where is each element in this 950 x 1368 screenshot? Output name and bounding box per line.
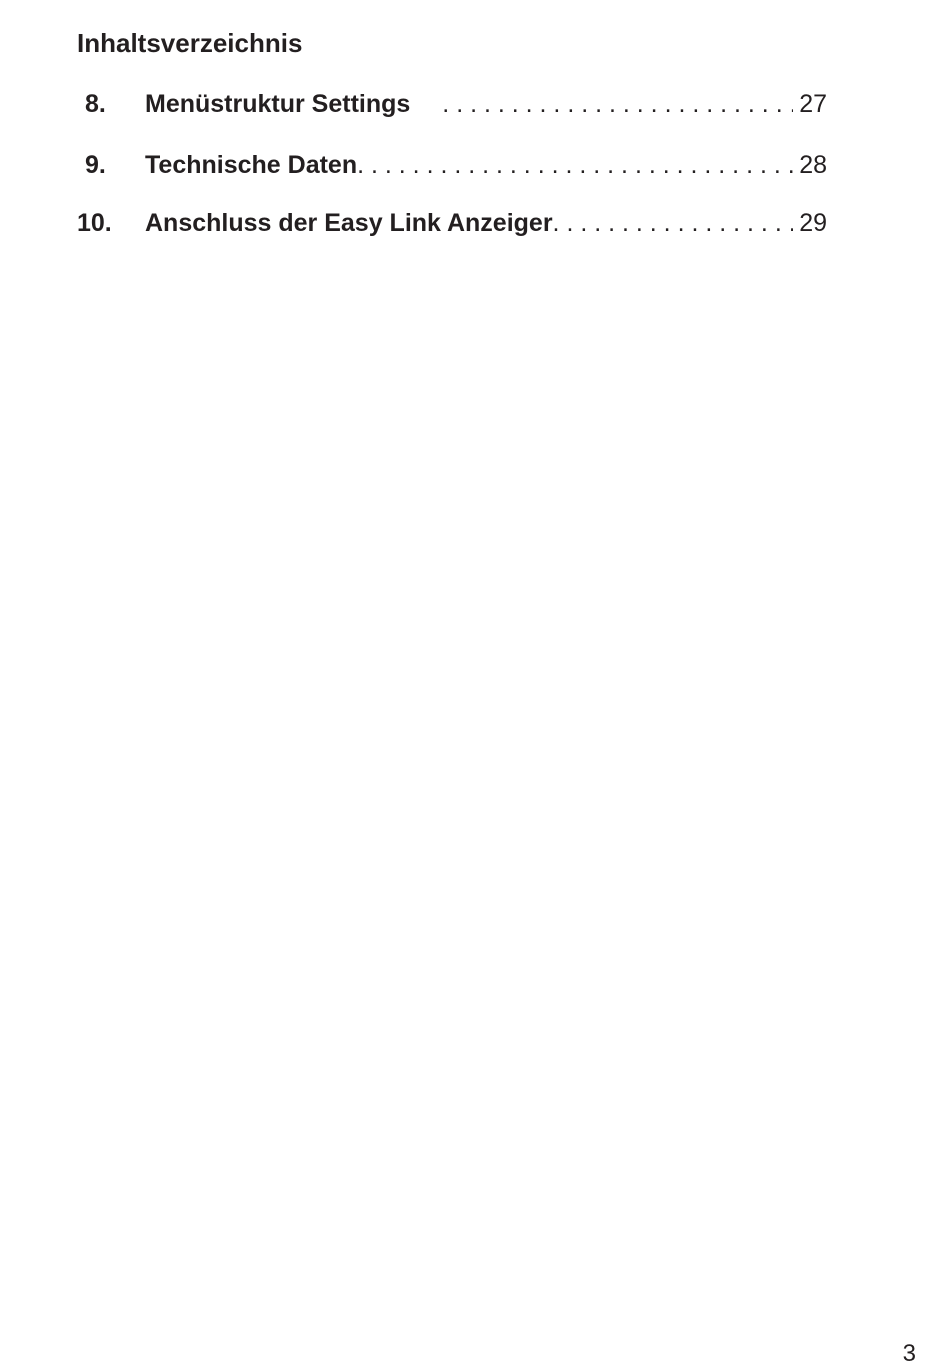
toc-entry-page[interactable]: 27 xyxy=(799,90,827,118)
toc-dot-leader xyxy=(442,88,793,120)
toc-entry-8[interactable] xyxy=(77,88,827,120)
toc-entry-page[interactable]: 29 xyxy=(799,209,827,237)
toc-dot-leader xyxy=(357,149,793,181)
page-number: 3 xyxy=(902,1340,916,1367)
toc-entry-title[interactable]: Anschluss der Easy Link Anzeiger xyxy=(145,209,553,237)
toc-entry-number: 9. xyxy=(85,151,106,179)
toc-entry-number: 8. xyxy=(85,90,106,118)
toc-entry-10[interactable] xyxy=(77,207,827,239)
toc-dot-leader xyxy=(553,207,794,239)
toc-entry-number: 10. xyxy=(77,209,112,237)
page-title: Inhaltsverzeichnis xyxy=(77,28,303,58)
toc-entry-page[interactable]: 28 xyxy=(799,151,827,179)
toc-entry-9[interactable] xyxy=(77,149,827,181)
toc-entry-title[interactable]: Technische Daten xyxy=(145,151,358,179)
toc-entry-title[interactable]: Menüstruktur Settings xyxy=(145,90,411,118)
